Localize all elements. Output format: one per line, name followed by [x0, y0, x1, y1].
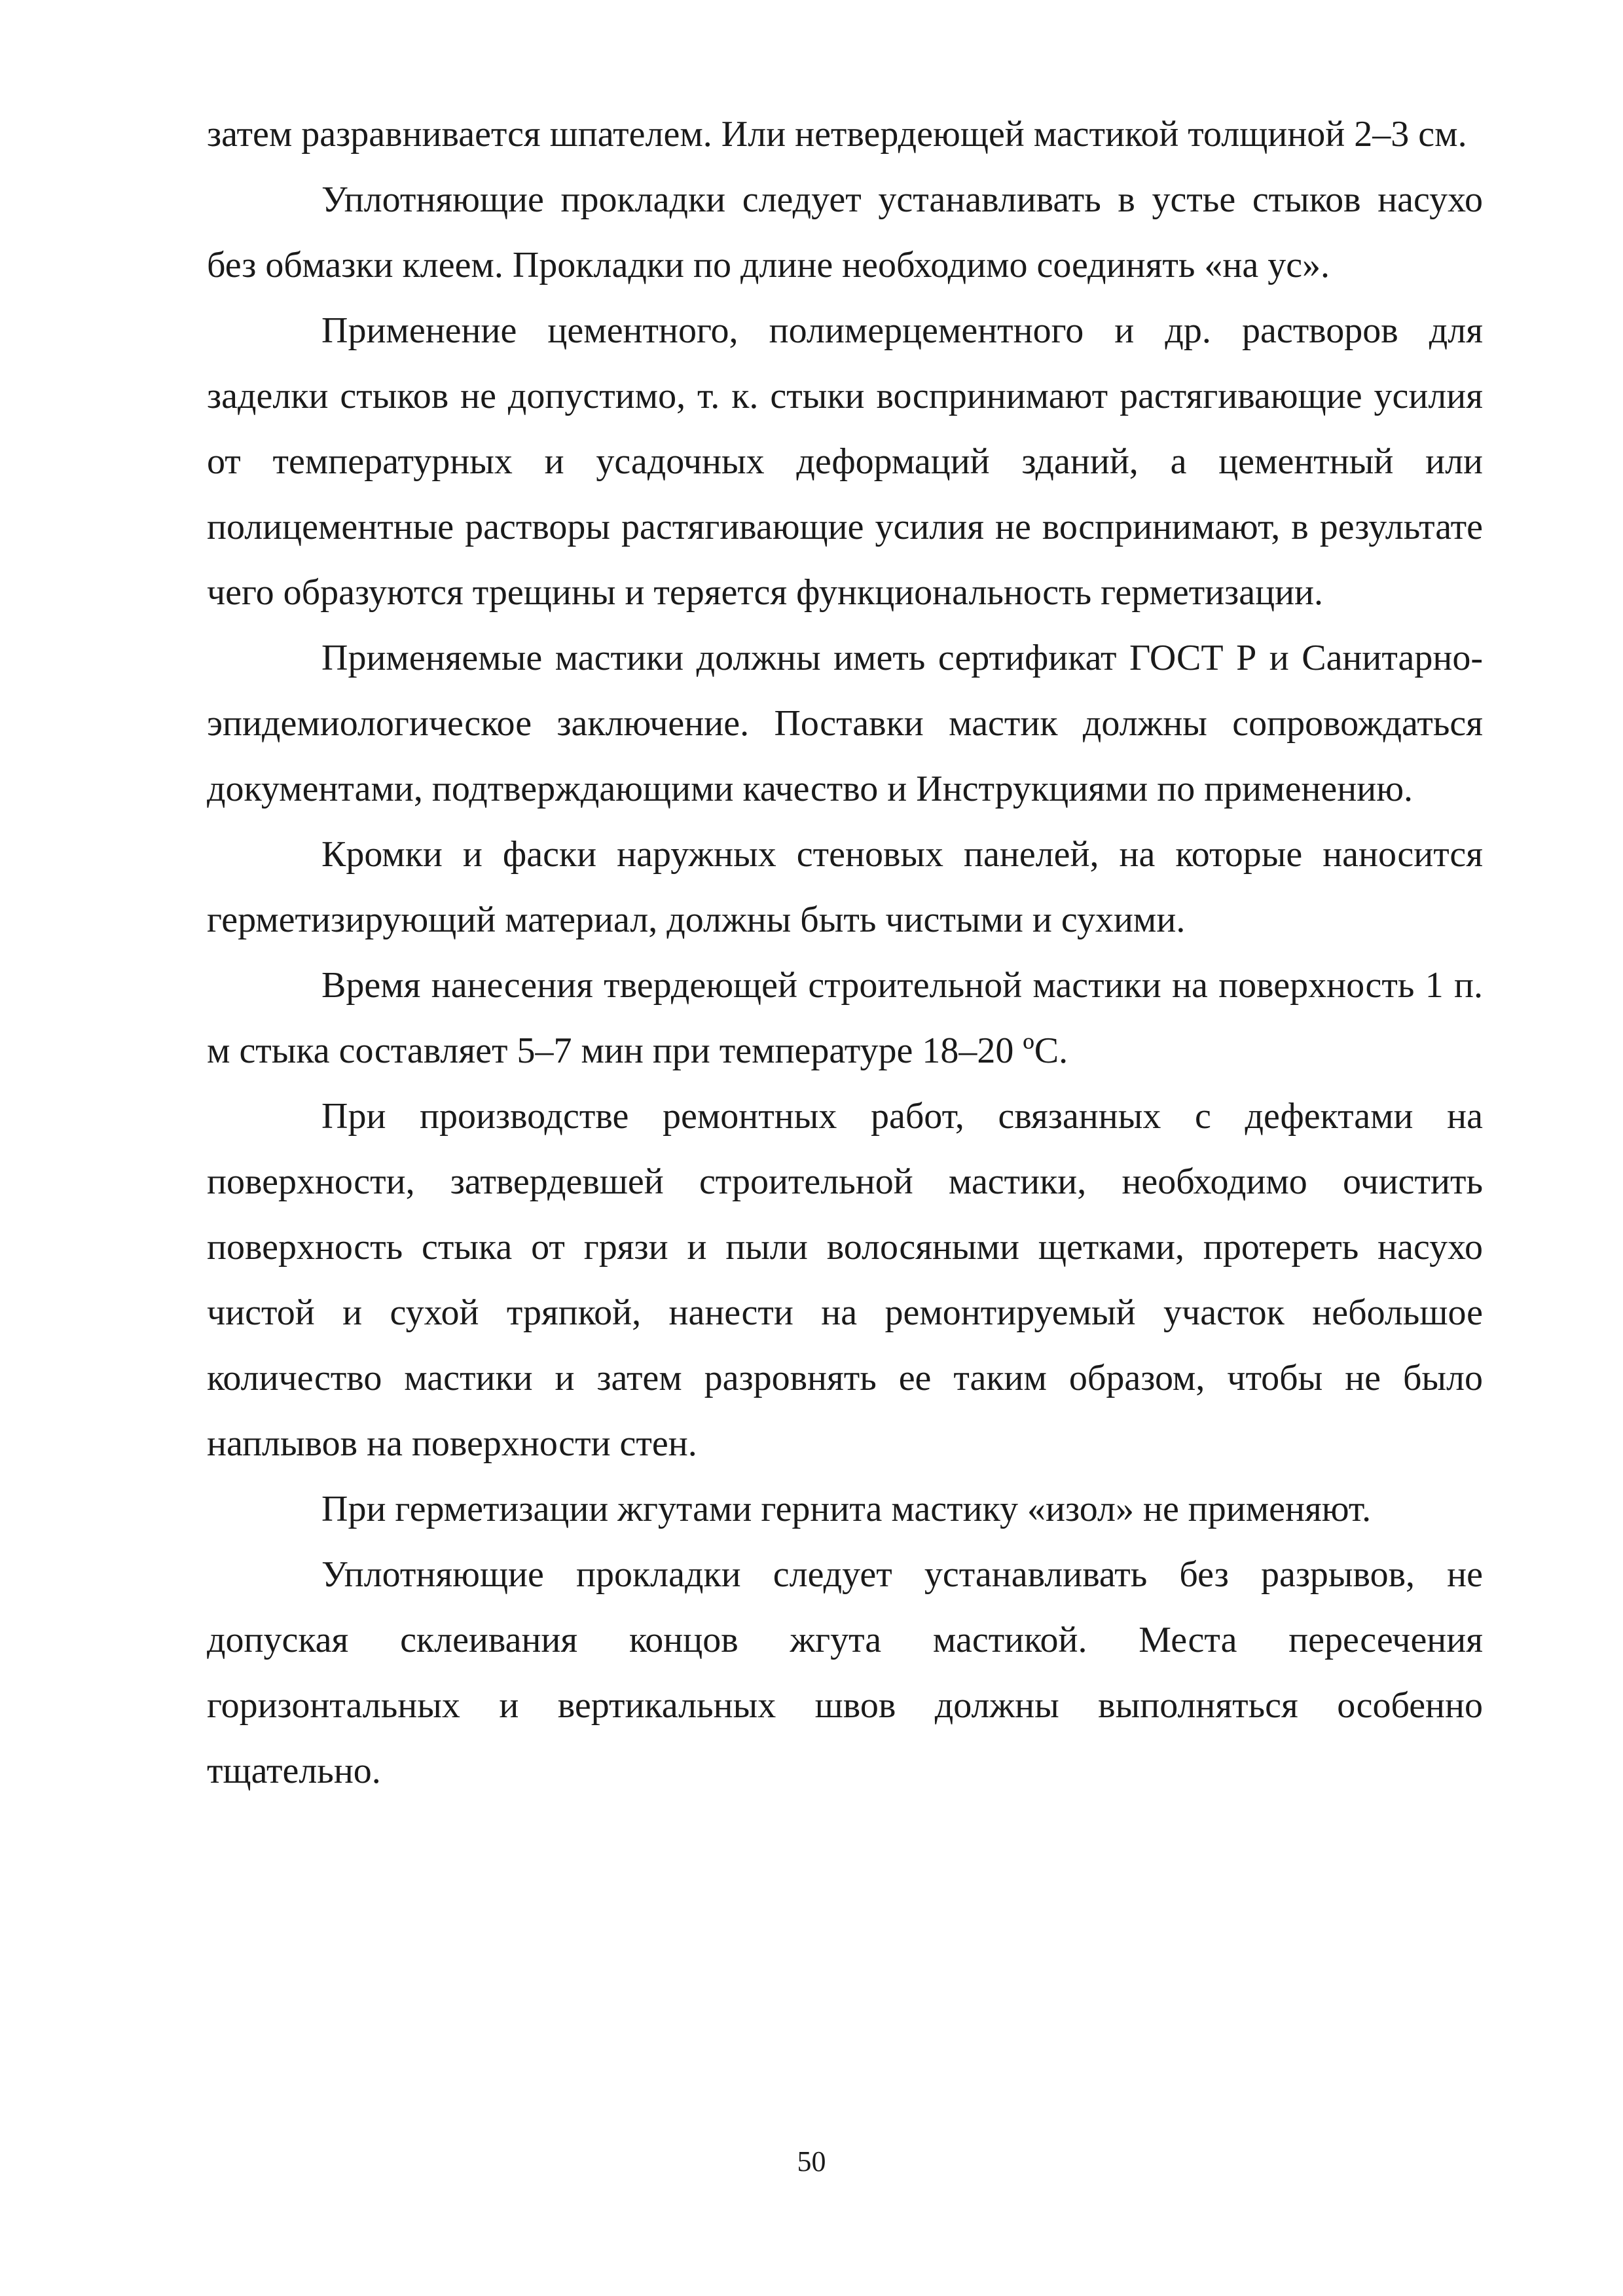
paragraph-sealing-gaskets-installation: Уплотняющие прокладки следует устанавливать в устье стыков насухо без обмазки клеем. Прокладки по длине необходимо соединять «на ус». [207, 179, 1483, 285]
paragraph-gasket-continuity: Уплотняющие прокладки следует устанавливать без разрывов, не допуская склеивания концов жгута мастикой. Места пересечения горизонтальных и вертикальных швов должны выполняться особенно тщательно. [207, 1554, 1483, 1791]
paragraph-application-time: Время нанесения твердеющей строительной мастики на поверхность 1 п. м стыка составляет 5–7 мин при температуре 18–20 ºС. [207, 965, 1483, 1071]
paragraph-cement-mortar-restriction: Применение цементного, полимерцементного и др. растворов для заделки стыков не допустимо, т. к. стыки воспринимают растягивающие усилия от температурных и усадочных деформаций зданий, а цементный или полицементные растворы растягивающие усилия не воспринимают, в результате чего образуются трещины и теряется функциональность герметизации. [207, 310, 1483, 613]
paragraph-repair-works: При производстве ремонтных работ, связанных с дефектами на поверхности, затвердевшей строительной мастики, необходимо очистить поверхность стыка от грязи и пыли волосяными щетками, протереть насухо чистой и сухой тряпкой, нанести на ремонтируемый участок небольшое количество мастики и затем разровнять ее таким образом, чтобы не было наплывов на поверхности стен. [207, 1096, 1483, 1464]
body-text [207, 101, 1483, 1804]
paragraph-gernit-sealing: При герметизации жгутами гернита мастику «изол» не применяют. [321, 1489, 1372, 1529]
paragraph-panel-edges: Кромки и фаски наружных стеновых панелей, на которые наносится герметизирующий материал, должны быть чистыми и сухими. [207, 834, 1483, 940]
paragraph-continuation: затем разравнивается шпателем. Или нетвердеющей мастикой толщиной 2–3 см. [207, 114, 1467, 155]
paragraph-mastic-certification: Применяемые мастики должны иметь сертификат ГОСТ Р и Санитарно- эпидемиологическое заключение. Поставки мастик должны сопровождаться документами, подтверждающими качество и Инструкциями по применению. [207, 638, 1483, 809]
page-number: 50 [797, 2145, 826, 2178]
